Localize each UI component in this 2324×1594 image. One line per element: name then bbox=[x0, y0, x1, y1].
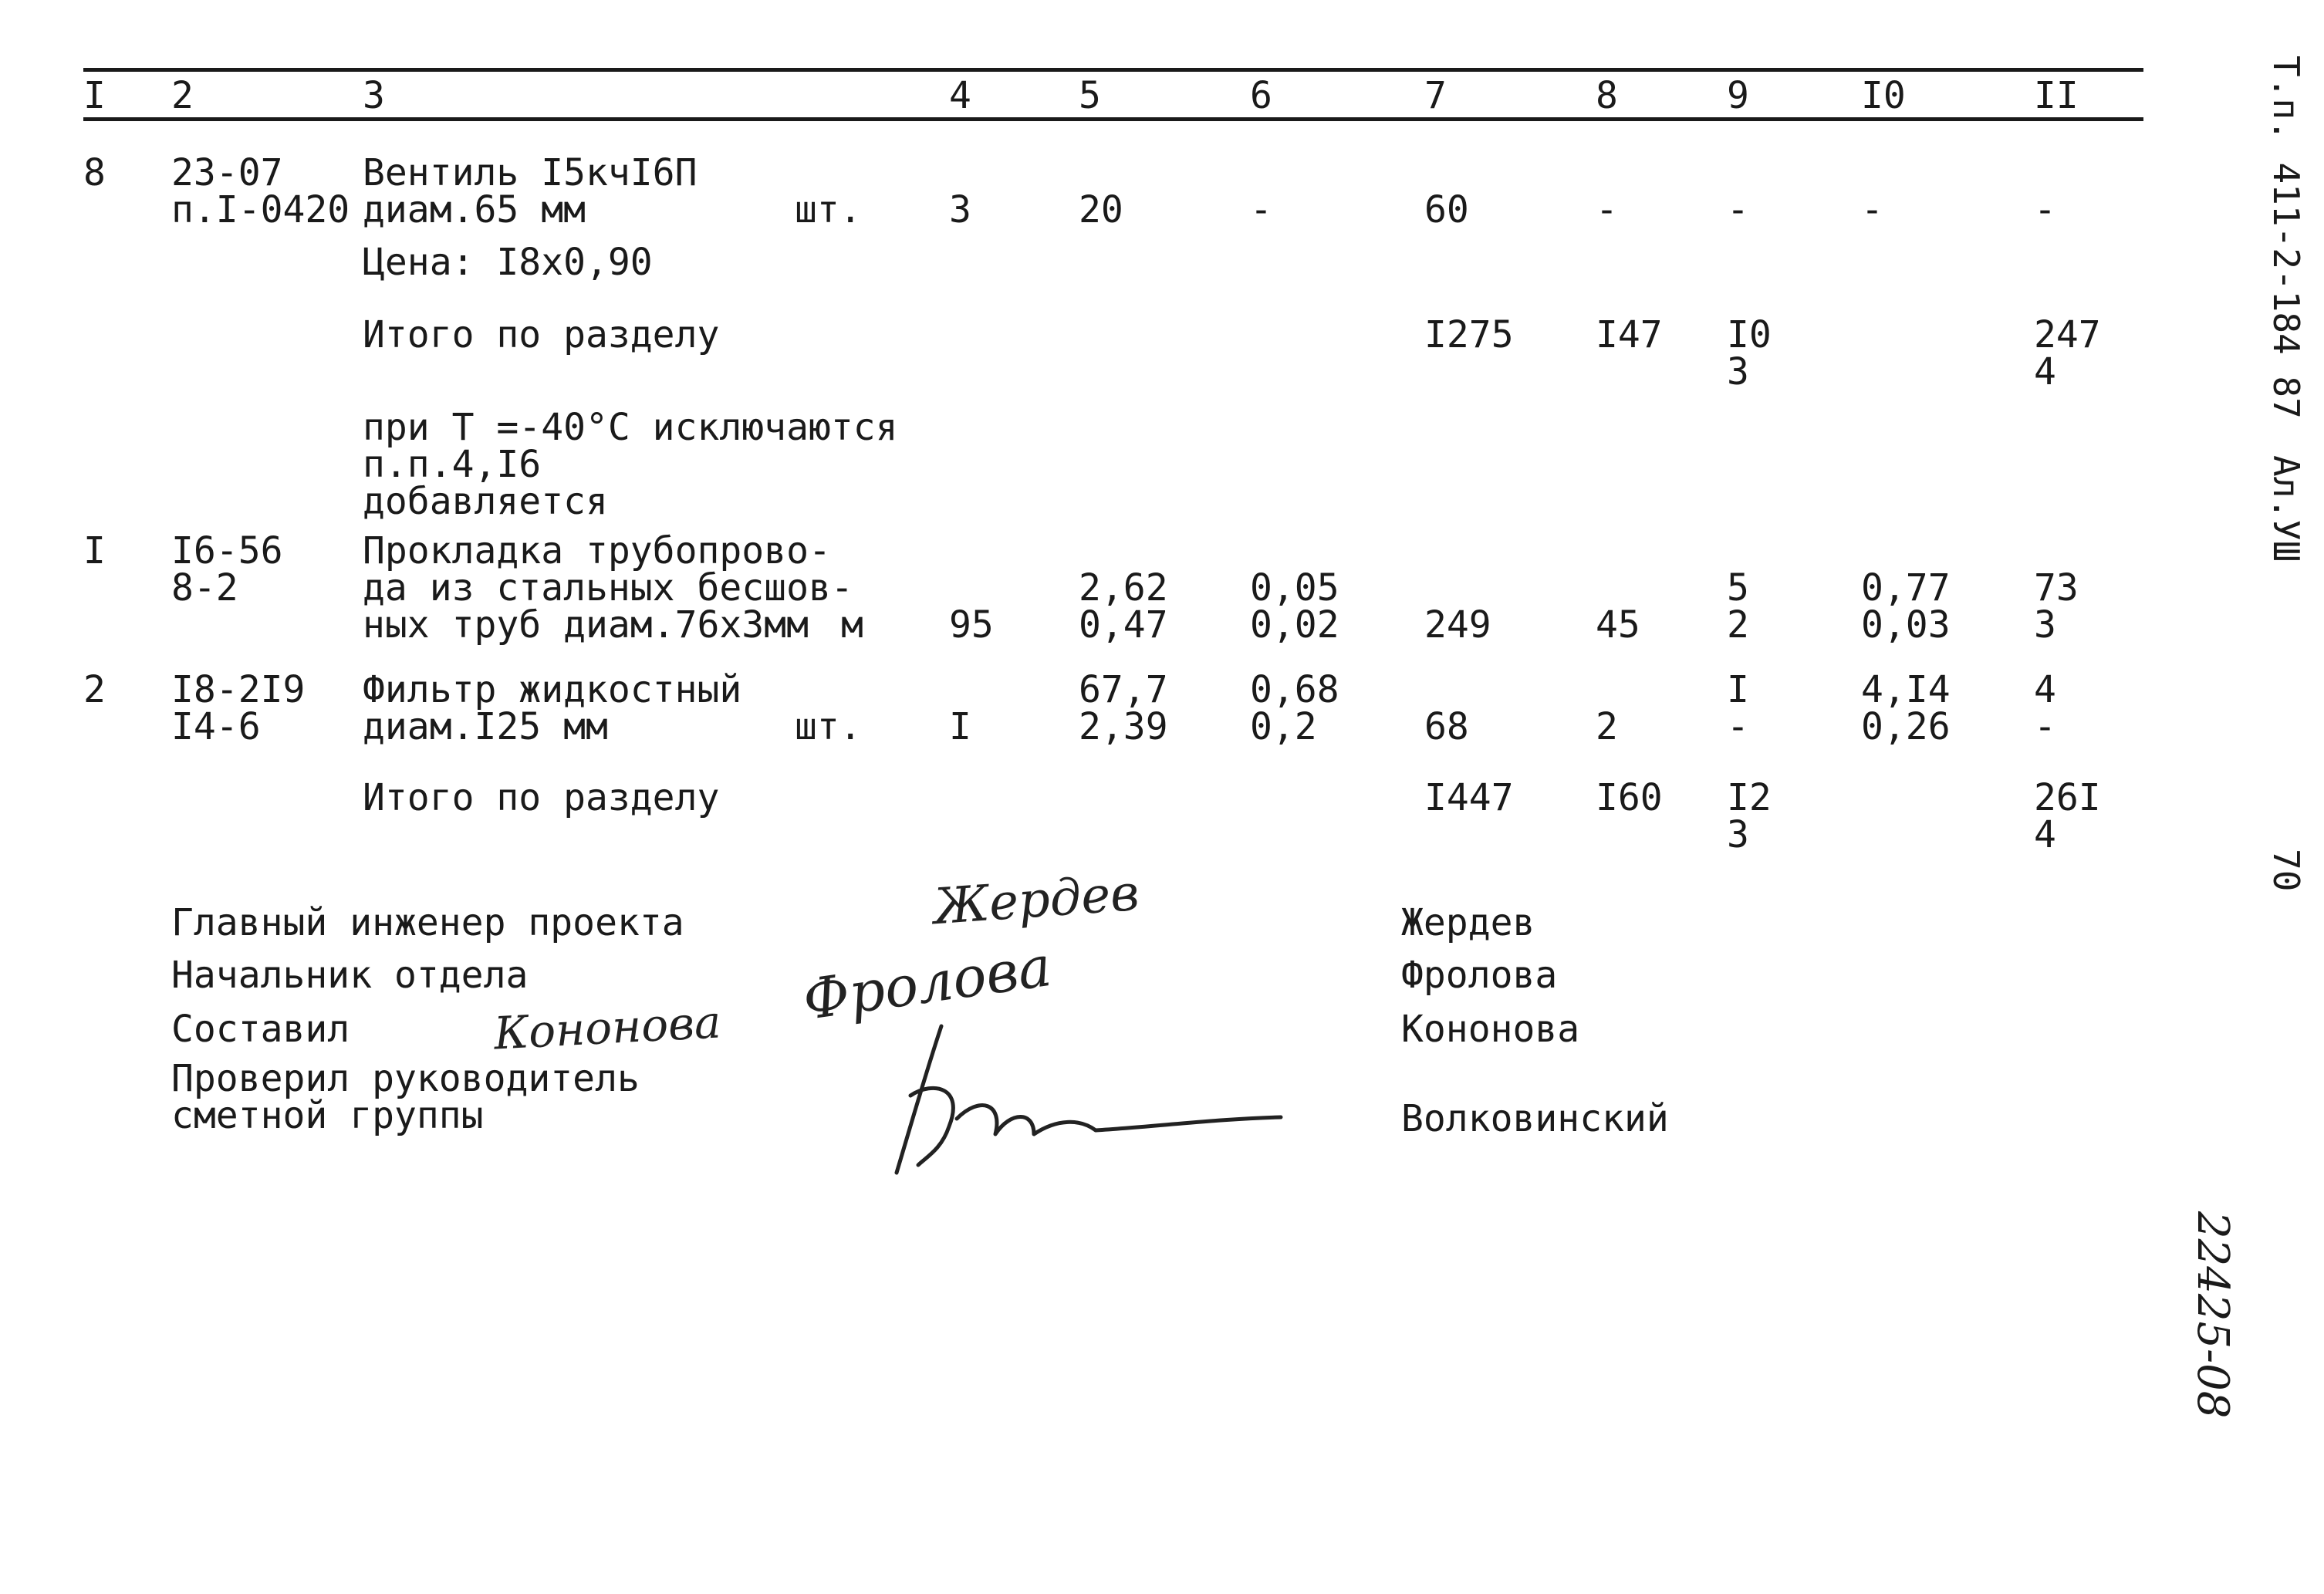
col11-value: - bbox=[2034, 188, 2056, 231]
col11-value: 247 4 bbox=[2034, 313, 2101, 393]
handwritten-signature: Жердев bbox=[931, 864, 1141, 937]
col9-value: I0 3 bbox=[1727, 313, 1772, 393]
col7-value: I447 bbox=[1424, 776, 1514, 819]
quantity: I bbox=[949, 705, 971, 748]
album-label: Ал.УШ bbox=[2265, 455, 2307, 562]
col-header-5: 5 bbox=[1079, 74, 1101, 117]
col-header-7: 7 bbox=[1424, 74, 1447, 117]
col-header-1: I bbox=[83, 74, 106, 117]
handwritten-signature: Кононова bbox=[492, 995, 722, 1060]
signature-role: Проверил руководитель сметной группы bbox=[171, 1057, 640, 1137]
col-header-10: I0 bbox=[1861, 74, 1906, 117]
signature-name: Жердев bbox=[1401, 901, 1535, 944]
col10-value: - bbox=[1861, 188, 1883, 231]
col6-value: - bbox=[1250, 188, 1272, 231]
header-top-rule bbox=[83, 68, 2143, 72]
section-total-label: Итого по разделу bbox=[363, 776, 720, 819]
col7-value: 60 bbox=[1424, 188, 1469, 231]
item-description: Вентиль I5кчI6П диам.65 мм bbox=[363, 151, 698, 231]
signature-name: Волковинский bbox=[1401, 1097, 1669, 1140]
col9-value: - bbox=[1727, 188, 1749, 231]
section-total-label: Итого по разделу bbox=[363, 313, 720, 356]
unit: м bbox=[841, 603, 863, 647]
handwritten-signature: Фролова bbox=[799, 933, 1056, 1033]
col-header-4: 4 bbox=[949, 74, 971, 117]
col9-value: I2 3 bbox=[1727, 776, 1772, 856]
col8-value: 2 bbox=[1596, 705, 1618, 748]
header-bottom-rule bbox=[83, 117, 2143, 121]
page-number: 70 bbox=[2265, 849, 2307, 892]
col8-value: - bbox=[1596, 188, 1618, 231]
col6-value: 0,05 0,02 bbox=[1250, 566, 1339, 647]
quantity: 3 bbox=[949, 188, 971, 231]
signature-role: Составил bbox=[171, 1008, 350, 1051]
document-reference: Т.п. 411-2-184 87 bbox=[2265, 56, 2307, 419]
col6-value: 0,68 0,2 bbox=[1250, 668, 1339, 748]
col-header-6: 6 bbox=[1250, 74, 1272, 117]
col5-value: 20 bbox=[1079, 188, 1123, 231]
col-header-3: 3 bbox=[363, 74, 385, 117]
signature-name: Фролова bbox=[1401, 954, 1558, 997]
signature-role: Главный инженер проекта bbox=[171, 901, 684, 944]
row-number: 2 bbox=[83, 668, 106, 711]
signature-name: Кононова bbox=[1401, 1008, 1580, 1051]
item-description: Прокладка трубопрово- да из стальных бесшов- ных труб диам.76х3мм bbox=[363, 529, 853, 647]
col11-value: 4 - bbox=[2034, 668, 2056, 748]
col-header-9: 9 bbox=[1727, 74, 1749, 117]
price-code: I8-2I9 I4-6 bbox=[171, 668, 306, 748]
item-description: Фильтр жидкостный диам.I25 мм bbox=[363, 668, 742, 748]
col8-value: 45 bbox=[1596, 603, 1640, 647]
temperature-note: при Т =-40°С исключаются п.п.4,I6 добавляется bbox=[363, 406, 898, 523]
col5-value: 67,7 2,39 bbox=[1079, 668, 1168, 748]
row-number: 8 bbox=[83, 151, 106, 194]
col5-value: 2,62 0,47 bbox=[1079, 566, 1168, 647]
col8-value: I47 bbox=[1596, 313, 1663, 356]
col11-value: 26I 4 bbox=[2034, 776, 2101, 856]
price-code: 23-07 п.I-0420 bbox=[171, 151, 350, 231]
row-number: I bbox=[83, 529, 106, 572]
signature-role: Начальник отдела bbox=[171, 954, 529, 997]
inventory-number: 22425-08 bbox=[2187, 1211, 2238, 1419]
col7-value: 68 bbox=[1424, 705, 1469, 748]
col7-value: 249 bbox=[1424, 603, 1491, 647]
signature-scribble bbox=[880, 1003, 1312, 1188]
price-code: I6-56 8-2 bbox=[171, 529, 283, 610]
quantity: 95 bbox=[949, 603, 994, 647]
price-note: Цена: I8х0,90 bbox=[363, 241, 653, 284]
col9-value: I - bbox=[1727, 668, 1749, 748]
col8-value: I60 bbox=[1596, 776, 1663, 819]
col10-value: 4,I4 0,26 bbox=[1861, 668, 1951, 748]
unit: шт. bbox=[795, 188, 862, 231]
unit: шт. bbox=[795, 705, 862, 748]
col-header-11: II bbox=[2034, 74, 2079, 117]
col9-value: 5 2 bbox=[1727, 566, 1749, 647]
col10-value: 0,77 0,03 bbox=[1861, 566, 1951, 647]
col-header-8: 8 bbox=[1596, 74, 1618, 117]
col-header-2: 2 bbox=[171, 74, 194, 117]
col7-value: I275 bbox=[1424, 313, 1514, 356]
col11-value: 73 3 bbox=[2034, 566, 2079, 647]
